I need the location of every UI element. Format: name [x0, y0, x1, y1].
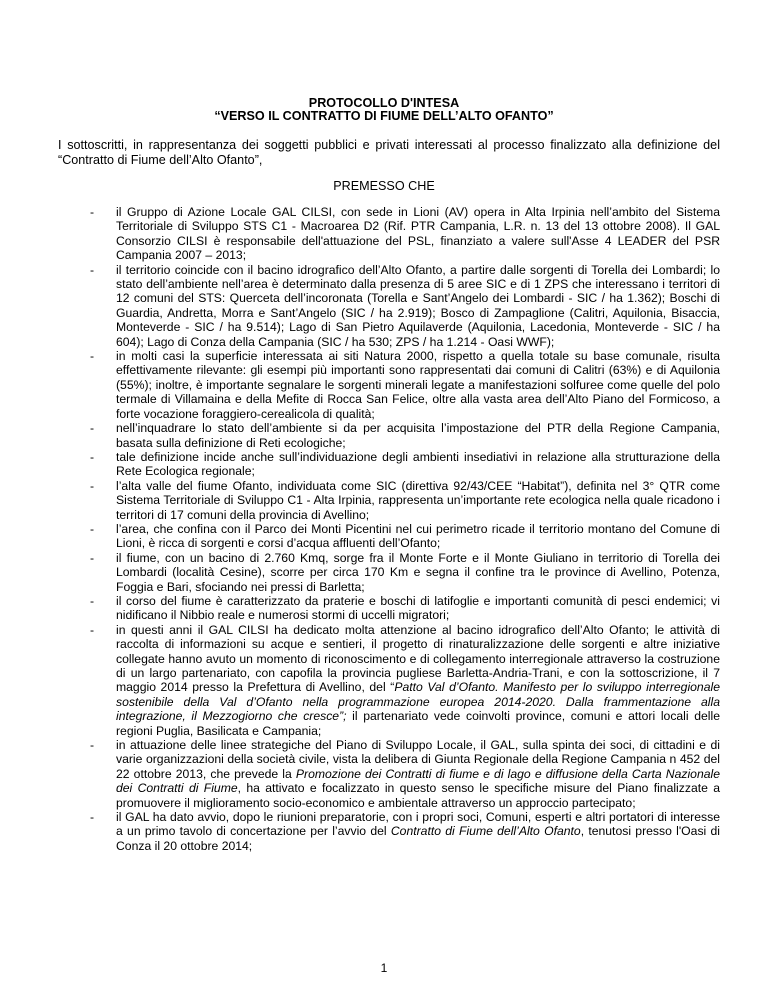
list-item [90, 550, 720, 594]
list-item [90, 593, 720, 623]
list-item-text: il corso del fiume è caratterizzato da praterie e boschi di latifoglie e importanti comunità di pesci endemici; vi nidificano il Nibbio reale e numerosi stormi di uccelli migratori; [116, 593, 720, 623]
intro-paragraph: I sottoscritti, in rappresentanza dei soggetti pubblici e privati interessati al processo finalizzato alla definizione del “Contratto di Fiume dell’Alto Ofanto”, [58, 138, 720, 167]
bullet-dash: - [90, 550, 95, 565]
list-item [90, 478, 720, 522]
list-item [90, 521, 720, 551]
list-item-text: in questi anni il GAL CILSI ha dedicato molta attenzione al bacino idrografico dell’Alto Ofanto; le attività di raccolta di informazioni su acque e sentieri, il progetto di rinaturalizzazione delle sorgenti e altre iniziative collegate hanno avuto un momento di riconoscimento e di collegamento interregionale attraverso la costruzione di un largo partenariato, con capofila la provincia pugliese Barletta-Andria-Trani, e con la sottoscrizione, il 7 maggio 2014 presso la Prefettura di Avellino, del “ [116, 622, 720, 695]
list-item-text: l’area, che confina con il Parco dei Monti Picentini nel cui perimetro ricade il territorio montano del Comune di Lioni, è ricca di sorgenti e corsi d’acqua affluenti dell’Ofanto; [116, 521, 720, 551]
bullet-dash: - [90, 449, 95, 464]
list-item [90, 421, 720, 450]
bullet-dash: - [90, 478, 95, 493]
list-item-text: , tenutosi presso l'Oasi di Conza il 20 ottobre 2014; [116, 824, 720, 853]
bullet-dash: - [90, 205, 95, 219]
list-item-italic-text: Contratto di Fiume dell’Alto Ofanto [390, 824, 581, 839]
list-item-text: in molti casi la superficie interessata ai siti Natura 2000, rispetto a quella totale su base comunale, risulta effettivamente rilevante: gli esempi più importanti sono rappresentati dai comuni di Calitri (63%) e di Aquilonia (55%); inoltre, è importante segnalare le sorgenti minerali legate a manifestazioni solfuree come quelle del polo termale di Villamaina e della Mefite di Rocca San Felice, oltre alla vasta area dell’Alto Piano del Formicoso, a forte vocazione foraggiero-cerealicola di qualità; [116, 349, 720, 421]
bullet-dash: - [90, 521, 95, 536]
bullet-dash: - [90, 349, 95, 364]
list-item [90, 205, 720, 263]
section-heading-premesso: PREMESSO CHE [333, 179, 435, 193]
document-subtitle: “VERSO IL CONTRATTO DI FIUME DELL’ALTO OFANTO” [214, 109, 554, 123]
list-item-italic-text: Patto Val d’Ofanto. Manifesto per lo sviluppo interregionale sostenibile della Val d’Ofanto nella programmazione europea 2014-2020. Dalla frammentazione alla integrazione, il Mezzogiorno che cresce”; [116, 680, 720, 724]
list-item-text: il partenariato vede coinvolti province, comuni e attori locali delle regioni Puglia, Basilicata e Campania; [116, 709, 720, 738]
list-item-text: il GAL ha dato avvio, dopo le riunioni preparatorie, con i propri soci, Comuni, esperti e altri portatori di interesse a un primo tavolo di concertazione per l’avvio del [116, 810, 720, 839]
list-item-text: l’alta valle del fiume Ofanto, individuata come SIC (direttiva 92/43/CEE “Habitat”), definita nel 3° QTR come Sistema Territoriale di Sviluppo C1 - Alta Irpinia, rappresenta un’importante rete ecologica nella quale ricadono i territori di 17 comuni della provincia di Avellino; [116, 478, 720, 522]
list-item-italic-text: Promozione dei Contratti di fiume e di lago e diffusione della Carta Nazionale dei Contratti di Fiume [116, 766, 720, 796]
list-item [90, 622, 720, 738]
list-item-text: il fiume, con un bacino di 2.760 Kmq, sorge fra il Monte Forte e il Monte Giuliano in territorio di Torella dei Lombardi (località Cesine), scorre per circa 170 Km e segna il confine tra le province di Avellino, Potenza, Foggia e Bari, sfociando nei pressi di Barletta; [116, 550, 720, 594]
list-item-text: il Gruppo di Azione Locale GAL CILSI, con sede in Lioni (AV) opera in Alta Irpinia nell’ambito del Sistema Territoriale di Sviluppo STS C1 - Macroarea D2 (Rif. PTR Campania, L.R. n. 13 del 13 ottobre 2008). Il GAL Consorzio CILSI è responsabile dell'attuazione del PSL, finanziato a valere sull'Asse 4 LEADER del PSR Campania 2007 – 2013; [116, 205, 720, 263]
list-item-text: in attuazione delle linee strategiche del Piano di Sviluppo Locale, il GAL, sulla spinta dei soci, di cittadini e di varie organizzazioni della società civile, vista la delibera di Giunta Regionale della Regione Campania n 452 del 22 ottobre 2013, che prevede la [116, 738, 720, 781]
list-item [90, 738, 720, 810]
bullet-dash: - [90, 262, 95, 277]
bullet-dash: - [90, 593, 95, 608]
list-item [90, 810, 720, 853]
list-item-text: , ha attivato e focalizzato in questo senso le specifiche misure del Piano finalizzate a promuovere il miglioramento socio-economico e ambientale attraverso un approccio partecipato; [116, 781, 720, 810]
list-item [90, 262, 720, 349]
list-item-text: tale definizione incide anche sull’individuazione degli ambienti insediativi in relazione alla strutturazione della Rete Ecologica regionale; [116, 449, 720, 479]
bullet-dash: - [90, 738, 95, 753]
bullet-dash: - [90, 810, 95, 825]
document-title: PROTOCOLLO D'INTESA [308, 96, 460, 110]
list-item [90, 349, 720, 421]
bullet-dash: - [90, 622, 95, 637]
list-item [90, 449, 720, 479]
list-item-text: il territorio coincide con il bacino idrografico dell’Alto Ofanto, a partire dalle sorgenti di Torella dei Lombardi; lo stato dell’ambiente nell’area è determinato dalla presenza di 5 aree SIC e di 1 ZPS che interessano i territori di 12 comuni del STS: Querceta dell’incoronata (Torella e Sant’Angelo dei Lombardi - SIC / ha 1.362); Boschi di Guardia, Andretta, Morra e Sant’Angelo (SIC / ha 2.919); Bosco di Zampaglione (Calitri, Aquilonia, Bisaccia, Monteverde - SIC / ha 9.514); Lago di San Pietro Aquilaverde (Aquilonia, Lacedonia, Monteverde - SIC / ha 604); Lago di Conza della Campania (SIC / ha 530; ZPS / ha 1.214 - Oasi WWF); [116, 262, 720, 349]
page-number: 1 [380, 961, 388, 975]
list-item-text: nell’inquadrare lo stato dell’ambiente si da per acquisita l’impostazione del PTR della Regione Campania, basata sulla definizione di Reti ecologiche; [116, 421, 720, 450]
bullet-dash: - [90, 421, 95, 436]
premesso-list [90, 205, 720, 853]
